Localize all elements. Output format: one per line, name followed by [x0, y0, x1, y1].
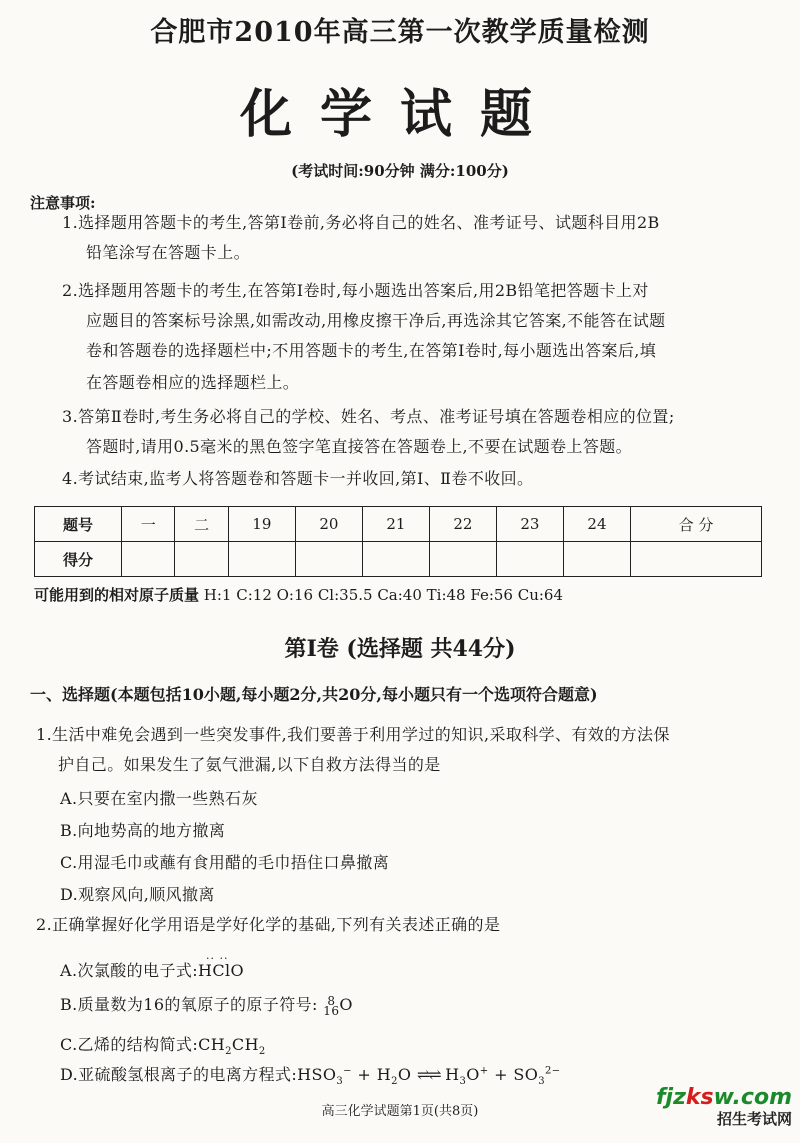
subscript-2b: 2	[258, 1046, 266, 1058]
score-table-header-row	[35, 507, 762, 542]
score-col-23: 23	[496, 507, 563, 542]
q1-option-c: C.用湿毛巾或蘸有食用醋的毛巾捂住口鼻撤离	[60, 853, 390, 872]
score-cell	[631, 542, 762, 577]
subject-title: 化学试题	[239, 84, 560, 145]
logo-domain	[656, 1085, 792, 1110]
atomic-number: 8	[327, 993, 336, 1008]
atomic-masses-values: H:1 C:12 O:16 Cl:35.5 Ca:40 Ti:48 Fe:56 Cu:64	[203, 586, 564, 604]
notice-item-3-line-2: 答题时,请用0.5毫米的黑色签字笔直接答在答题卷上,不要在试题卷上答题。	[86, 437, 633, 456]
section-title: 第Ⅰ卷 (选择题 共44分)	[284, 636, 516, 662]
q2-option-a	[60, 958, 244, 981]
score-cell	[228, 542, 295, 577]
notice-item-2-line-1: 2.选择题用答题卡的考生,在答第Ⅰ卷时,每小题选出答案后,用2B铅笔把答题卡上对	[62, 281, 649, 300]
logo-part-2: ks	[685, 1085, 714, 1110]
page-footer: 高三化学试题第1页(共8页)	[321, 1104, 479, 1119]
q2-option-a-label: A.次氯酸的电子式:	[60, 961, 199, 980]
score-cell	[429, 542, 496, 577]
score-table-header-label: 题号	[35, 507, 122, 542]
q1-stem-line-2: 护自己。如果发生了氨气泄漏,以下自救方法得当的是	[58, 755, 441, 774]
ethylene-formula	[198, 1035, 266, 1058]
exam-info: (考试时间:90分钟 满分:100分)	[291, 162, 509, 180]
score-col-1: 一	[122, 507, 175, 542]
score-col-21: 21	[362, 507, 429, 542]
q2-option-b	[60, 992, 353, 1016]
q1-stem-line-1: 1.生活中难免会遇到一些突发事件,我们要善于利用学过的知识,采取科学、有效的方法保	[36, 725, 670, 744]
notice-item-4-line-1: 4.考试结束,监考人将答题卷和答题卡一并收回,第Ⅰ、Ⅱ卷不收回。	[62, 469, 534, 488]
q2-option-d-label: D.亚硫酸氢根离子的电离方程式:	[60, 1065, 298, 1084]
q2-option-b-label: B.质量数为16的氧原子的原子符号:	[60, 995, 318, 1014]
q1-option-a: A.只要在室内撒一些熟石灰	[60, 789, 258, 808]
q2-option-c-label: C.乙烯的结构简式:	[60, 1035, 199, 1054]
oxygen-isotope-notation	[323, 993, 340, 1018]
score-table-score-label: 得分	[35, 542, 122, 577]
q2-option-d	[60, 1062, 561, 1087]
notice-item-2-line-2: 应题目的答案标号涂黑,如需改动,用橡皮擦干净后,再选涂其它答案,不能答在试题	[86, 311, 666, 330]
score-cell	[295, 542, 362, 577]
ch-group-1: CH	[198, 1035, 226, 1054]
oxygen-symbol: O	[339, 995, 353, 1014]
notice-item-3-line-1: 3.答第Ⅱ卷时,考生务必将自己的学校、姓名、考点、准考证号填在答题卷相应的位置;	[62, 407, 675, 426]
ch-group-2: CH	[231, 1035, 259, 1054]
score-col-24: 24	[563, 507, 630, 542]
score-cell	[362, 542, 429, 577]
q1-option-d: D.观察风向,顺风撤离	[60, 885, 215, 904]
notice-heading: 注意事项:	[30, 194, 96, 212]
logo-part-1: fjz	[655, 1085, 686, 1110]
q2-stem: 2.正确掌握好化学用语是学好化学的基础,下列有关表述正确的是	[36, 915, 501, 934]
q2-option-c	[60, 1032, 266, 1057]
score-cell	[175, 542, 228, 577]
score-cell	[496, 542, 563, 577]
ionization-equation: $HSO_3^- + H_2O$ ⇌⇌ $H_3O^+ + SO_3^{2-}$	[297, 1065, 561, 1088]
notice-item-2-line-3: 卷和答题卷的选择题栏中;不用答题卡的考生,在答第Ⅰ卷时,每小题选出答案后,填	[86, 341, 657, 360]
score-cell	[122, 542, 175, 577]
site-logo	[656, 1085, 792, 1129]
q1-option-b: B.向地势高的地方撤离	[60, 821, 226, 840]
score-col-19: 19	[228, 507, 295, 542]
score-table-score-row	[35, 542, 762, 577]
exam-header-title: 合肥市2010年高三第一次教学质量检测	[150, 17, 650, 48]
score-col-2: 二	[175, 507, 228, 542]
logo-part-3: w.com	[713, 1085, 792, 1110]
score-col-22: 22	[429, 507, 496, 542]
hclo-electron-formula: ·· ·· HClO	[198, 961, 244, 980]
atomic-masses-lead: 可能用到的相对原子质量	[34, 586, 200, 604]
atomic-masses	[34, 584, 563, 605]
part-one-heading: 一、选择题(本题包括10小题,每小题2分,共20分,每小题只有一个选项符合题意)	[30, 685, 598, 704]
mass-number: 16	[323, 1003, 340, 1018]
notice-item-1-line-2: 铅笔涂写在答题卡上。	[86, 243, 251, 262]
score-cell	[563, 542, 630, 577]
logo-subtitle: 招生考试网	[716, 1110, 792, 1128]
score-table	[34, 506, 762, 577]
score-col-20: 20	[295, 507, 362, 542]
subscript-2: 2	[225, 1046, 232, 1058]
score-col-total: 合 分	[631, 507, 762, 542]
notice-item-2-line-4: 在答题卷相应的选择题栏上。	[86, 373, 300, 392]
notice-item-1-line-1: 1.选择题用答题卡的考生,答第Ⅰ卷前,务必将自己的姓名、准考证号、试题科目用2B	[62, 213, 660, 232]
